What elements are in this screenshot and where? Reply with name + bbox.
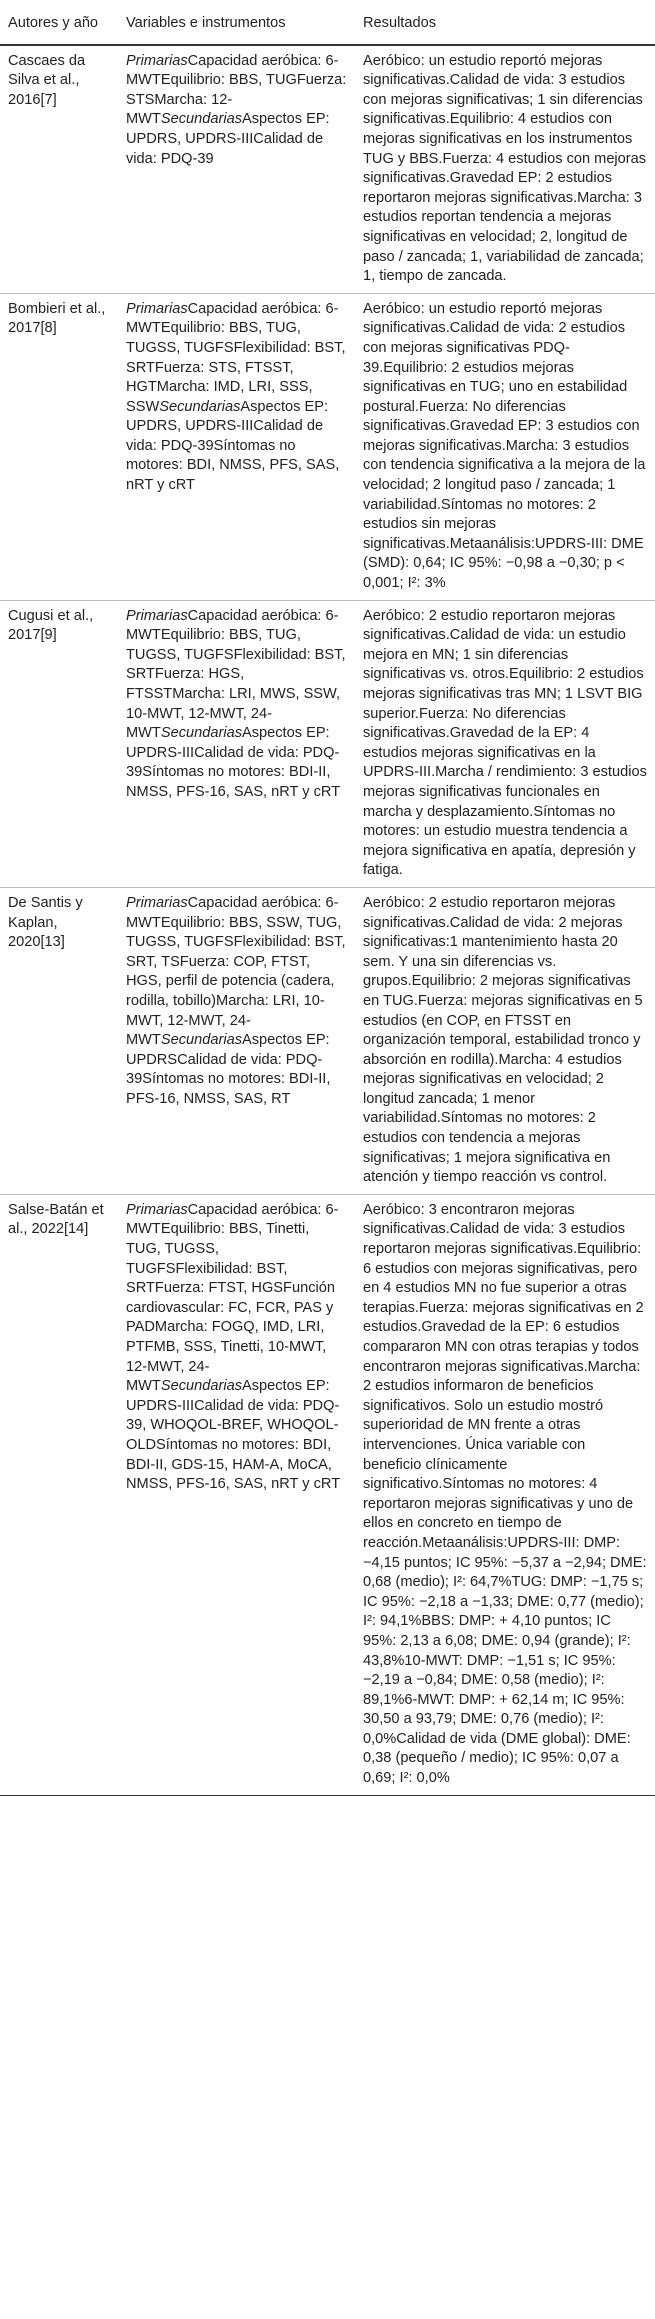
variables-cell — [118, 45, 355, 294]
variables-cell — [118, 1194, 355, 1795]
author-cell: Bombieri et al., 2017[8] — [0, 293, 118, 600]
table-row — [0, 600, 655, 887]
variables-section-label: Primarias — [126, 52, 188, 69]
results-cell: Aeróbico: 2 estudio reportaron mejoras significativas.Calidad de vida: un estudio mejora en MN; 1 sin diferencias significativas vs. otros.Equilibrio: 2 estudios mejoras significativas tras MN; 1 LSVT BIG superior.Fuerza: No diferencias significativas.Gravedad de la EP: 4 estudios mejoras significativas en la UPDRS-III.Marcha / rendimiento: 3 estudios mejoras significativas funcionales en marcha y desplazamiento.Síntomas no motores: un estudio muestra tendencia a mejora significativa en apatía, depresión y fatiga. — [355, 600, 655, 887]
table-row — [0, 45, 655, 294]
variables-section-label: Secundarias — [160, 725, 242, 742]
variables-cell — [118, 293, 355, 600]
header-results: Resultados — [355, 0, 655, 45]
variables-section-label: Primarias — [126, 1201, 188, 1218]
variables-section-label: Primarias — [126, 894, 188, 911]
variables-section-label: Secundarias — [160, 1032, 242, 1049]
variables-cell — [118, 887, 355, 1194]
variables-section-label: Primarias — [126, 300, 188, 317]
author-cell: De Santis y Kaplan, 2020[13] — [0, 887, 118, 1194]
results-cell: Aeróbico: un estudio reportó mejoras significativas.Calidad de vida: 3 estudios con mejoras significativas; 1 sin diferencias significativas.Equilibrio: 4 estudios con mejoras significativas en los instrumentos TUG y BBS.Fuerza: 4 estudios con mejoras significativas.Gravedad EP: 2 estudios reportaron mejoras significativas.Marcha: 3 estudios reportan tendencia a mejoras significativas en velocidad; 2, longitud de paso / zancada; 1, variabilidad de zancada; 1, tiempo de zancada. — [355, 45, 655, 294]
table-row — [0, 1194, 655, 1795]
variables-section-label: Secundarias — [160, 111, 242, 128]
variables-text: Capacidad aeróbica: 6-MWTEquilibrio: BBS, SSW, TUG, TUGSS, TUGFSFlexibilidad: BST, SRT, TSFuerza: COP, FTST, HGS, perfil de potencia (cadera, rodilla, tobillo)Marcha: LRI, 10-MWT, 12-MWT, 24-MWT — [126, 894, 346, 1049]
variables-text: Aspectos EP: UPDRS, UPDRS-IIICalidad de vida: PDQ-39 — [126, 111, 330, 167]
variables-section-label: Secundarias — [159, 398, 241, 415]
author-cell: Salse-Batán et al., 2022[14] — [0, 1194, 118, 1795]
variables-cell — [118, 600, 355, 887]
variables-text: Aspectos EP: UPDRSCalidad de vida: PDQ-39Síntomas no motores: BDI-II, PFS-16, NMSS, SAS, RT — [126, 1032, 331, 1107]
variables-section-label: Secundarias — [160, 1378, 242, 1395]
results-cell: Aeróbico: 3 encontraron mejoras significativas.Calidad de vida: 3 estudios reportaron mejoras significativas.Equilibrio: 6 estudios con mejoras significativas, pero en 4 estudios MN no fue superior a otras terapias.Fuerza: mejoras significativas en 2 estudios.Gravedad de la EP: 6 estudios compararon MN con otras terapias y todos encontraron mejoras significativas.Marcha: 2 estudios informaron de beneficios significativos. Solo un estudio mostró superioridad de MN frente a otras intervenciones. Única variable con beneficio clínicamente significativo.Síntomas no motores: 4 reportaron mejoras significativas y uno de ellos en concreto en tiempo de reacción.Metaanálisis:UPDRS-III: DMP: −4,15 puntos; IC 95%: −5,37 a −2,94; DME: 0,68 (medio); I²: 64,7%TUG: DMP: −1,75 s; IC 95%: −2,18 a −1,33; DME: 0,77 (medio); I²: 94,1%BBS: DMP: + 4,10 puntos; IC 95%: 2,13 a 6,08; DME: 0,94 (grande); I²: 43,8%10-MWT: DMP: −1,51 s; IC 95%: −2,19 a −0,84; DME: 0,58 (medio); I²: 89,1%6-MWT: DMP: + 62,14 m; IC 95%: 30,50 a 93,79; DME: 0,76 (medio); I²: 0,0%Calidad de vida (DME global): DME: 0,38 (pequeño / medio); IC 95%: 0,07 a 0,69; I²: 0,0% — [355, 1194, 655, 1795]
variables-text: Aspectos EP: UPDRS-IIICalidad de vida: PDQ-39, WHOQOL-BREF, WHOQOL-OLDSíntomas no motores: BDI, BDI-II, GDS-15, HAM-A, MoCA, NMSS, PFS-16, SAS, nRT y cRT — [126, 1378, 341, 1493]
header-authors: Autores y año — [0, 0, 118, 45]
author-cell: Cascaes da Silva et al., 2016[7] — [0, 45, 118, 294]
header-row — [0, 0, 655, 45]
variables-text: Aspectos EP: UPDRS, UPDRS-IIICalidad de vida: PDQ-39Síntomas no motores: BDI, NMSS, PFS, SAS, nRT y cRT — [126, 398, 340, 494]
table-row — [0, 887, 655, 1194]
variables-text: Capacidad aeróbica: 6-MWTEquilibrio: BBS, TUGFuerza: STSMarcha: 12-MWT — [126, 52, 347, 128]
table-header — [0, 0, 655, 45]
variables-text: Capacidad aeróbica: 6-MWTEquilibrio: BBS, TUG, TUGSS, TUGFSFlexibilidad: BST, SRTFuerza: STS, FTSST, HGTMarcha: IMD, LRI, SSS, SSW — [126, 300, 346, 415]
variables-text: Capacidad aeróbica: 6-MWTEquilibrio: BBS, Tinetti, TUG, TUGSS, TUGFSFlexibilidad: BST, SRTFuerza: FTST, HGSFunción cardiovascular: FC, FCR, PAS y PADMarcha: FOGQ, IMD, LRI, PTFMB, SSS, Tinetti, 10-MWT, 12-MWT, 24-MWT — [126, 1201, 339, 1395]
results-cell: Aeróbico: 2 estudio reportaron mejoras significativas.Calidad de vida: 2 mejoras significativas:1 mantenimiento hasta 20 sem. Y una sin diferencias vs. grupos.Equilibrio: 2 mejoras significativas en TUG.Fuerza: mejoras significativas en 5 estudios (en COP, en FTSST en organización temporal, estabilidad tronco y absorción en rodilla).Marcha: 4 estudios mejoras significativas en velocidad; 2 longitud zancada; 1 menor variabilidad.Síntomas no motores: 2 estudios con tendencia a mejoras significativas; 1 mejora significativa en atención y tiempo reacción vs control. — [355, 887, 655, 1194]
results-cell: Aeróbico: un estudio reportó mejoras significativas.Calidad de vida: 2 estudios con mejoras significativas PDQ-39.Equilibrio: 2 estudios mejoras significativas en TUG; uno en estabilidad postural.Fuerza: No diferencias significativas.Gravedad EP: 3 estudios con mejoras significativas.Marcha: 3 estudios con tendencia significativa a la mejora de la velocidad; 2 longitud paso / zancada; 1 variabilidad.Síntomas no motores: 2 estudios sin mejoras significativas.Metaanálisis:UPDRS-III: DME (SMD): 0,64; IC 95%: −0,98 a −0,30; p < 0,001; I²: 3% — [355, 293, 655, 600]
table-row — [0, 293, 655, 600]
header-variables: Variables e instrumentos — [118, 0, 355, 45]
table-body — [0, 45, 655, 1796]
author-cell: Cugusi et al., 2017[9] — [0, 600, 118, 887]
variables-section-label: Primarias — [126, 607, 188, 624]
variables-text: Capacidad aeróbica: 6-MWTEquilibrio: BBS, TUG, TUGSS, TUGFSFlexibilidad: BST, SRTFuerza: HGS, FTSSTMarcha: LRI, MWS, SSW, 10-MWT, 12-MWT, 24-MWT — [126, 607, 346, 742]
variables-text: Aspectos EP: UPDRS-IIICalidad de vida: PDQ-39Síntomas no motores: BDI-II, NMSS, PFS-16, SAS, nRT y cRT — [126, 725, 341, 800]
